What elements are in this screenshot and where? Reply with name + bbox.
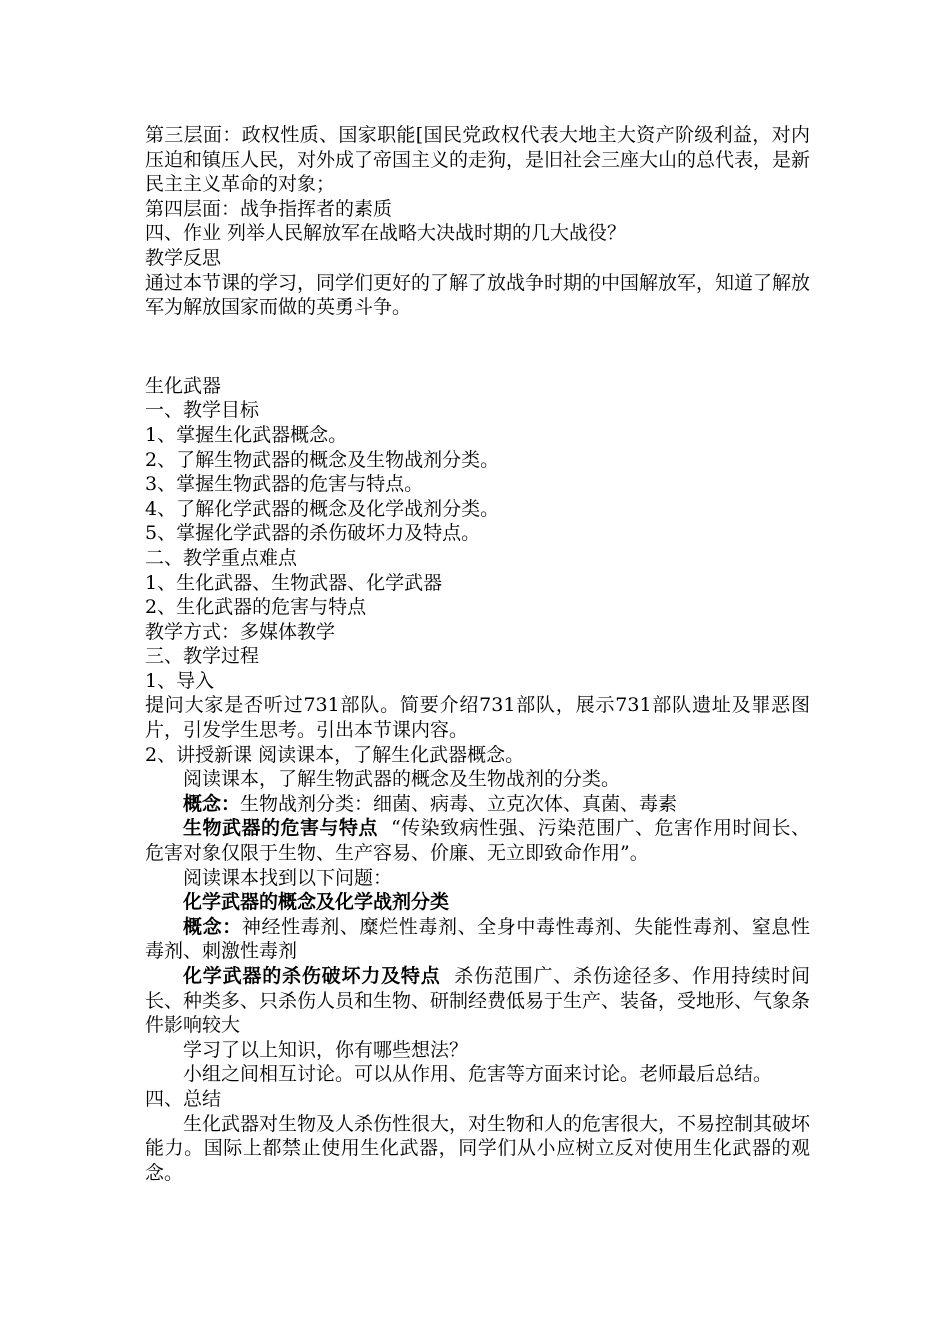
bio-concept-text: 生物战剂分类：细菌、病毒、立克次体、真菌、毒素 [240, 792, 678, 815]
chem-kill-label: 化学武器的杀伤破坏力及特点 [183, 965, 441, 987]
reflection-paragraph: 通过本节课的学习，同学们更好的了解了放战争时期的中国解放军，知道了解放军为解放国家而做的英勇斗争。 [145, 271, 811, 319]
goals-heading: 一、教学目标 [145, 399, 260, 422]
summary-paragraph: 生化武器对生物及人杀伤性很大，对生物和人的危害很大，不易控制其破坏能力。国际上都禁止使用生化武器，同学们从小应树立反对使用生化武器的观念。 [145, 1112, 811, 1184]
intro-heading: 1、导入 [145, 669, 215, 692]
section-gap [145, 320, 810, 374]
homework-paragraph: 四、作业 列举人民解放军在战略大决战时期的几大战役？ [145, 222, 627, 245]
bio-concept-paragraph [145, 792, 810, 817]
reflection-title: 教学反思 [145, 246, 222, 269]
goal-item-4: 4、了解化学武器的概念及化学战剂分类。 [145, 497, 500, 520]
key-item-2: 2、生化武器的危害与特点 [145, 596, 367, 619]
chem-kill-paragraph [145, 964, 810, 1038]
goal-item-1: 1、掌握生化武器概念。 [145, 423, 348, 446]
discussion-paragraph: 小组之间相互讨论。可以从作用、危害等方面来讨论。老师最后总结。 [183, 1063, 773, 1086]
read-questions-paragraph: 阅读课本找到以下问题： [183, 866, 393, 889]
bio-harm-label: 生物武器的危害与特点 [183, 817, 378, 840]
goal-item-3: 3、掌握生物武器的危害与特点。 [145, 473, 424, 496]
teaching-method: 教学方式：多媒体教学 [145, 620, 336, 643]
layer3-paragraph: 第三层面：政权性质、国家职能[国民党政权代表大地主大资产阶级利益，对内压迫和镇压人民，对外成了帝国主义的走狗，是旧社会三座大山的总代表，是新民主主义革命的对象； [145, 124, 811, 196]
intro-paragraph: 提问大家是否听过731部队。简要介绍731部队，展示731部队遗址及罪恶图片，引发学生思考。引出本节课内容。 [145, 694, 810, 742]
goal-item-2: 2、了解生物武器的概念及生物战剂分类。 [145, 448, 500, 471]
chem-concept-paragraph [145, 915, 810, 964]
thoughts-paragraph: 学习了以上知识，你有哪些想法？ [183, 1038, 469, 1061]
chem-concept-text: 神经性毒剂、糜烂性毒剂、全身中毒性毒剂、失能性毒剂、窒息性毒剂、刺激性毒剂 [145, 915, 810, 963]
layer4-paragraph: 第四层面：战争指挥者的素质 [145, 197, 393, 220]
key-item-1: 1、生化武器、生物武器、化学武器 [145, 571, 443, 594]
process-heading: 三、教学过程 [145, 645, 260, 668]
chem-heading: 化学武器的概念及化学战剂分类 [183, 891, 450, 914]
bio-harm-text: “传染致病性强、污染范围广、危害作用时间长、危害对象仅限于生物、生产容易、价廉、无立即致命作用”。 [145, 817, 810, 865]
new-lesson-paragraph: 2、讲授新课 阅读课本，了解生化武器概念。 [145, 743, 525, 766]
lesson-title: 生化武器 [145, 374, 222, 397]
chem-kill-text: 杀伤范围广、杀伤途径多、作用持续时间长、种类多、只杀伤人员和生物、研制经费低易于生产、装备，受地形、气象条件影响较大 [145, 965, 811, 1037]
read-bio-paragraph: 阅读课本，了解生物武器的概念及生物战剂的分类。 [183, 768, 621, 791]
bio-concept-label: 概念： [183, 792, 241, 815]
goal-item-5: 5、掌握化学武器的杀伤破坏力及特点。 [145, 522, 481, 545]
chem-concept-label: 概念： [183, 915, 242, 938]
key-heading: 二、教学重点难点 [145, 546, 298, 569]
summary-heading: 四、总结 [145, 1087, 222, 1110]
bio-harm-paragraph [145, 816, 810, 865]
document-page [145, 123, 810, 1185]
